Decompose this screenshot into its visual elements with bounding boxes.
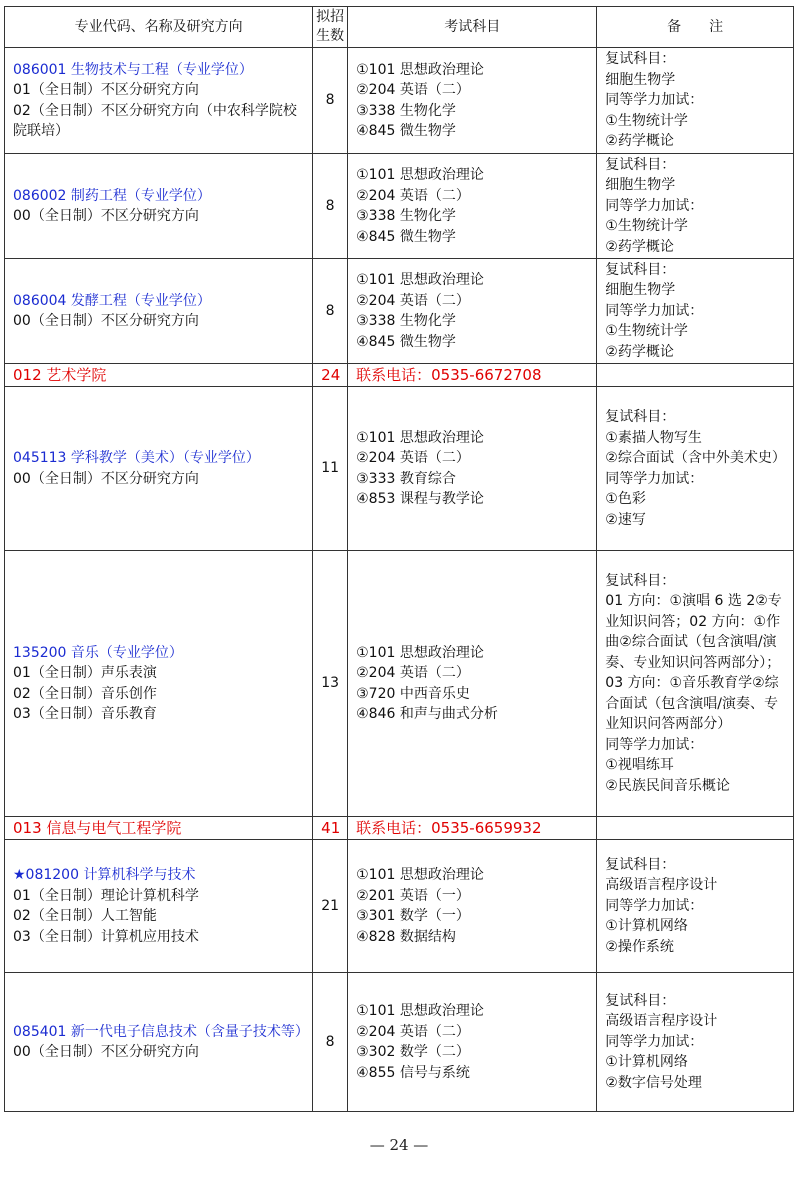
remark-line: 细胞生物学 — [605, 282, 676, 299]
college-quota-text: 24 — [321, 365, 341, 384]
remark-line: ②综合面试（含中外美术史） — [605, 450, 786, 466]
research-direction: 00（全日制）不区分研究方向 — [13, 208, 199, 224]
remark-line: ①生物统计学 — [605, 218, 688, 235]
research-direction: 03（全日制）音乐教育 — [13, 706, 157, 722]
exam-subject: ④853 课程与教学论 — [356, 491, 484, 507]
remark-line: 同等学力加试： — [605, 302, 704, 319]
research-direction: 02（全日制）不区分研究方向（中农科学院校院联培） — [13, 102, 297, 139]
exam-subject: ①101 思想政治理论 — [356, 61, 484, 78]
remark-line: 复试科目： — [605, 572, 676, 589]
remark-line: ①生物统计学 — [605, 112, 688, 129]
remark-line: ①计算机网络 — [605, 1054, 688, 1071]
remark-line: ②药学概论 — [605, 133, 674, 150]
remark-line: 复试科目： — [605, 261, 676, 278]
exam-subject: ①101 思想政治理论 — [356, 272, 484, 288]
exam-subject: ③301 数学（一） — [356, 908, 470, 924]
header-exam: 考试科目 — [348, 7, 597, 48]
header-major: 专业代码、名称及研究方向 — [5, 7, 313, 48]
remark-line: 同等学力加试： — [605, 1033, 704, 1050]
remark-line: 高级语言程序设计 — [605, 1013, 718, 1030]
header-row — [5, 7, 794, 48]
college-name — [5, 364, 313, 387]
major-title: ★081200 计算机科学与技术 — [13, 867, 196, 883]
remark-line: 复试科目： — [605, 156, 676, 173]
remark-cell — [597, 48, 794, 154]
header-remark: 备 注 — [597, 7, 794, 48]
exam-cell — [348, 840, 597, 973]
college-quota — [313, 817, 348, 840]
exam-cell — [348, 259, 597, 364]
exam-subject: ③333 教育综合 — [356, 470, 456, 487]
exam-cell — [348, 154, 597, 259]
college-row — [5, 817, 794, 840]
remark-cell — [597, 551, 794, 817]
exam-subject: ③720 中西音乐史 — [356, 685, 470, 702]
exam-subject: ④846 和声与曲式分析 — [356, 706, 498, 722]
remark-line: 同等学力加试： — [605, 736, 704, 753]
remark-line: ②药学概论 — [605, 238, 674, 255]
quota-cell: 13 — [313, 551, 348, 817]
major-title: 086001 生物技术与工程（专业学位） — [13, 61, 253, 78]
exam-subject: ②204 英语（二） — [356, 1023, 470, 1040]
college-contact — [348, 817, 597, 840]
quota-cell: 8 — [313, 154, 348, 259]
header-quota — [313, 7, 348, 48]
exam-subject: ④845 微生物学 — [356, 333, 456, 350]
quota-cell: 8 — [313, 973, 348, 1112]
remark-line: 复试科目： — [605, 409, 676, 425]
major-cell — [5, 387, 313, 551]
major-cell — [5, 48, 313, 154]
exam-subject: ④828 数据结构 — [356, 928, 456, 945]
remark-line: 同等学力加试： — [605, 470, 704, 487]
college-name-text: 012 艺术学院 — [13, 365, 107, 384]
college-contact-text: 联系电话：0535-6659932 — [356, 818, 542, 837]
major-cell — [5, 551, 313, 817]
remark-line: ②药学概论 — [605, 343, 674, 360]
header-quota-line1: 拟招 — [316, 9, 345, 25]
college-remark-empty — [597, 364, 794, 387]
major-row — [5, 48, 794, 154]
research-direction: 02（全日制）人工智能 — [13, 908, 157, 924]
exam-subject: ②201 英语（一） — [356, 887, 470, 904]
college-row — [5, 364, 794, 387]
exam-subject: ④855 信号与系统 — [356, 1064, 470, 1081]
research-direction: 01（全日制）不区分研究方向 — [13, 82, 199, 98]
remark-line: ②数字信号处理 — [605, 1074, 702, 1091]
admissions-table — [4, 6, 794, 1112]
research-direction: 01（全日制）理论计算机科学 — [13, 887, 199, 904]
remark-cell — [597, 259, 794, 364]
college-quota — [313, 364, 348, 387]
exam-cell — [348, 387, 597, 551]
exam-subject: ③338 生物化学 — [356, 208, 456, 224]
exam-cell — [348, 551, 597, 817]
remark-line: 同等学力加试： — [605, 897, 704, 914]
major-title: 045113 学科教学（美术）（专业学位） — [13, 450, 260, 466]
research-direction: 00（全日制）不区分研究方向 — [13, 1044, 199, 1060]
major-row — [5, 387, 794, 551]
exam-subject: ③338 生物化学 — [356, 102, 456, 119]
major-row — [5, 840, 794, 973]
exam-subject: ②204 英语（二） — [356, 292, 470, 309]
research-direction: 00（全日制）不区分研究方向 — [13, 313, 199, 329]
remark-line: 01 方向：①演唱 6 选 2②专业知识问答；02 方向：①作曲②综合面试（包含演唱/演奏、专业知识问答两部分）；03 方向：①音乐教育学②综合面试（包含演唱/演奏、专业知识问答两部分） — [605, 593, 782, 733]
quota-cell: 21 — [313, 840, 348, 973]
major-row — [5, 154, 794, 259]
research-direction: 01（全日制）声乐表演 — [13, 665, 157, 681]
remark-cell — [597, 840, 794, 973]
quota-cell: 8 — [313, 48, 348, 154]
remark-line: ①色彩 — [605, 491, 646, 507]
college-contact-text: 联系电话：0535-6672708 — [356, 365, 542, 384]
college-name — [5, 817, 313, 840]
remark-line: ①计算机网络 — [605, 918, 688, 935]
major-cell — [5, 259, 313, 364]
remark-line: 复试科目： — [605, 992, 676, 1009]
major-title: 085401 新一代电子信息技术（含量子技术等） — [13, 1023, 309, 1040]
major-cell — [5, 840, 313, 973]
major-cell — [5, 154, 313, 259]
remark-line: ②民族民间音乐概论 — [605, 777, 730, 794]
exam-subject: ②204 英语（二） — [356, 665, 470, 681]
exam-subject: ③302 数学（二） — [356, 1044, 470, 1060]
remark-line: 高级语言程序设计 — [605, 877, 718, 894]
remark-line: 同等学力加试： — [605, 92, 704, 109]
college-quota-text: 41 — [321, 818, 341, 837]
research-direction: 02（全日制）音乐创作 — [13, 685, 157, 702]
college-name-text: 013 信息与电气工程学院 — [13, 818, 182, 837]
remark-cell — [597, 154, 794, 259]
exam-subject: ①101 思想政治理论 — [356, 644, 484, 661]
exam-cell — [348, 48, 597, 154]
college-remark-empty — [597, 817, 794, 840]
quota-cell: 11 — [313, 387, 348, 551]
major-row — [5, 259, 794, 364]
remark-line: ②操作系统 — [605, 938, 674, 955]
header-quota-line2: 生数 — [316, 28, 345, 44]
research-direction: 00（全日制）不区分研究方向 — [13, 470, 199, 487]
page-number: — 24 — — [369, 1136, 429, 1154]
remark-line: 同等学力加试： — [605, 197, 704, 214]
major-row — [5, 973, 794, 1112]
exam-subject: ②204 英语（二） — [356, 450, 470, 466]
major-row — [5, 551, 794, 817]
exam-subject: ①101 思想政治理论 — [356, 1003, 484, 1019]
exam-subject: ①101 思想政治理论 — [356, 867, 484, 883]
exam-cell — [348, 973, 597, 1112]
exam-subject: ④845 微生物学 — [356, 228, 456, 245]
remark-line: ①生物统计学 — [605, 323, 688, 340]
exam-subject: ①101 思想政治理论 — [356, 429, 484, 446]
exam-subject: ③338 生物化学 — [356, 313, 456, 329]
remark-line: ②速写 — [605, 511, 646, 528]
major-cell — [5, 973, 313, 1112]
remark-cell — [597, 387, 794, 551]
remark-line: ①素描人物写生 — [605, 429, 702, 446]
major-title: 135200 音乐（专业学位） — [13, 644, 183, 661]
remark-cell — [597, 973, 794, 1112]
exam-subject: ①101 思想政治理论 — [356, 167, 484, 183]
remark-line: 复试科目： — [605, 856, 676, 873]
quota-cell: 8 — [313, 259, 348, 364]
remark-line: 复试科目： — [605, 51, 676, 68]
research-direction: 03（全日制）计算机应用技术 — [13, 928, 199, 945]
exam-subject: ②204 英语（二） — [356, 187, 470, 204]
remark-line: 细胞生物学 — [605, 177, 676, 194]
exam-subject: ②204 英语（二） — [356, 82, 470, 98]
remark-line: ①视唱练耳 — [605, 757, 674, 774]
major-title: 086002 制药工程（专业学位） — [13, 187, 211, 204]
college-contact — [348, 364, 597, 387]
remark-line: 细胞生物学 — [605, 71, 676, 88]
major-title: 086004 发酵工程（专业学位） — [13, 292, 211, 309]
exam-subject: ④845 微生物学 — [356, 123, 456, 139]
